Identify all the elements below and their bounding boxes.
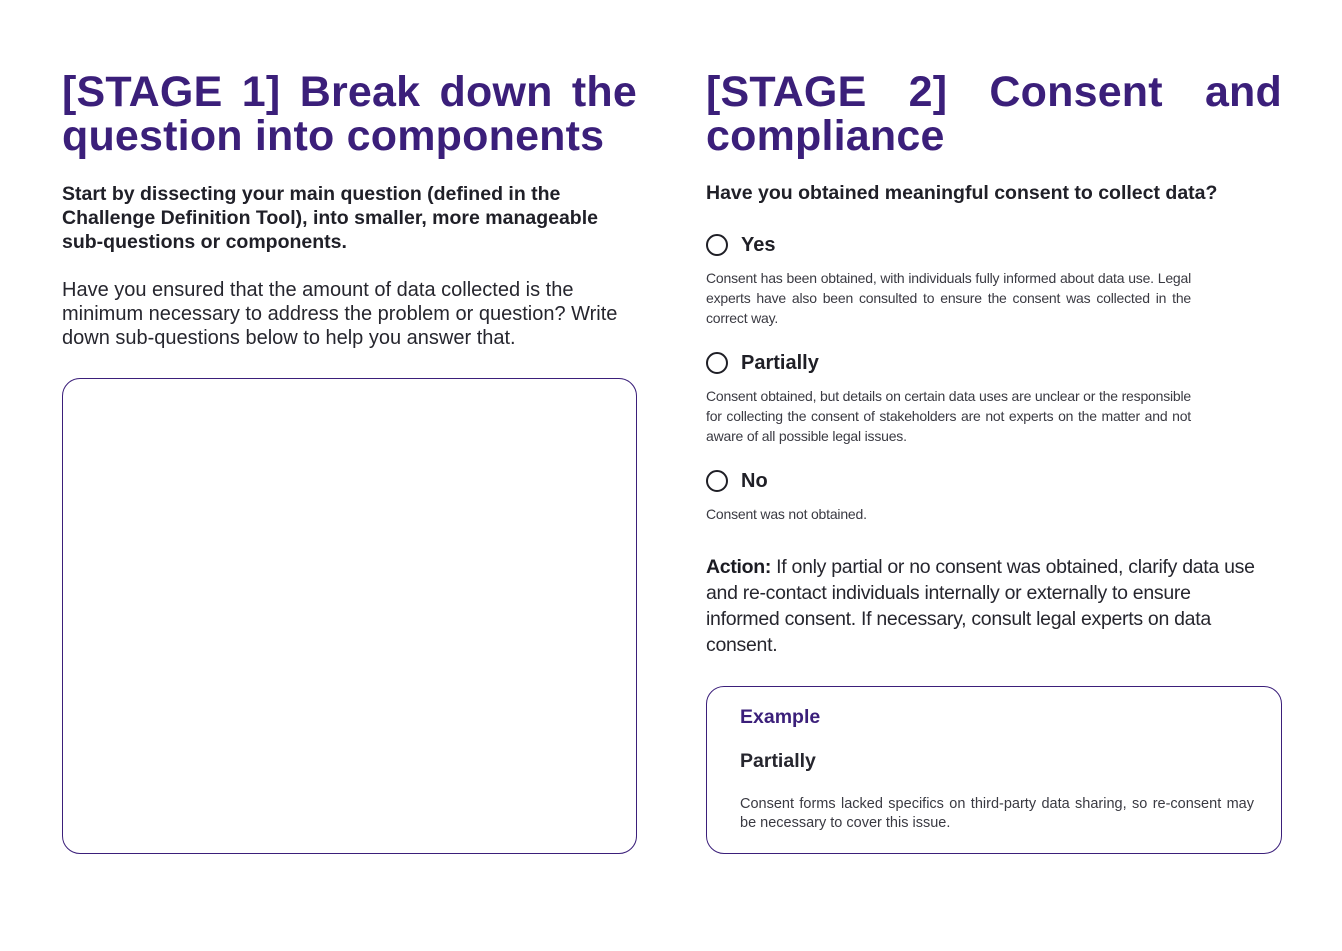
option-yes-description: Consent has been obtained, with individuals fully informed about data use. Legal experts have also been consulted to ensure the consent was collected in the correct way. [706,270,1191,326]
option-yes-label: Yes [741,233,776,256]
radio-yes-icon[interactable] [706,234,728,256]
option-partially-row[interactable] [706,350,1282,376]
action-paragraph [706,554,1266,658]
stage-2-title: [STAGE 2] Consent and compliance [706,68,1282,160]
action-text: If only partial or no consent was obtained, clarify data use and re-contact individuals internally or externally to ensure informed consent. If necessary, consult legal experts on data consent. [706,556,1255,656]
stage-1-title: [STAGE 1] Break down the question into components [62,68,637,160]
option-no-label: No [741,469,768,492]
radio-no-icon[interactable] [706,470,728,492]
option-no-description: Consent was not obtained. [706,506,867,522]
option-yes [706,232,1282,328]
consent-question: Have you obtained meaningful consent to collect data? [706,182,1218,204]
option-partially [706,350,1282,446]
option-partially-label: Partially [741,351,819,374]
sub-questions-answer-box[interactable] [62,378,637,854]
option-yes-row[interactable] [706,232,1282,258]
example-box [706,686,1282,854]
option-no-row[interactable] [706,468,1282,494]
example-title: Example [740,706,821,728]
action-label: Action: [706,556,772,578]
example-answer: Partially [740,750,816,772]
option-partially-description: Consent obtained, but details on certain data uses are unclear or the responsible for collecting the consent of stakeholders are not experts on the matter and not aware of all possible legal issues. [706,388,1191,444]
stage-1-lead: Start by dissecting your main question (defined in the Challenge Definition Tool), into smaller, more manageable sub-questions or components. [62,183,598,253]
radio-partially-icon[interactable] [706,352,728,374]
stage-1-instructions: Have you ensured that the amount of data collected is the minimum necessary to address the problem or question? Write down sub-questions below to help you answer that. [62,279,618,349]
example-text: Consent forms lacked specifics on third-party data sharing, so re-consent may be necessary to cover this issue. [740,796,1254,831]
option-no [706,468,1282,524]
